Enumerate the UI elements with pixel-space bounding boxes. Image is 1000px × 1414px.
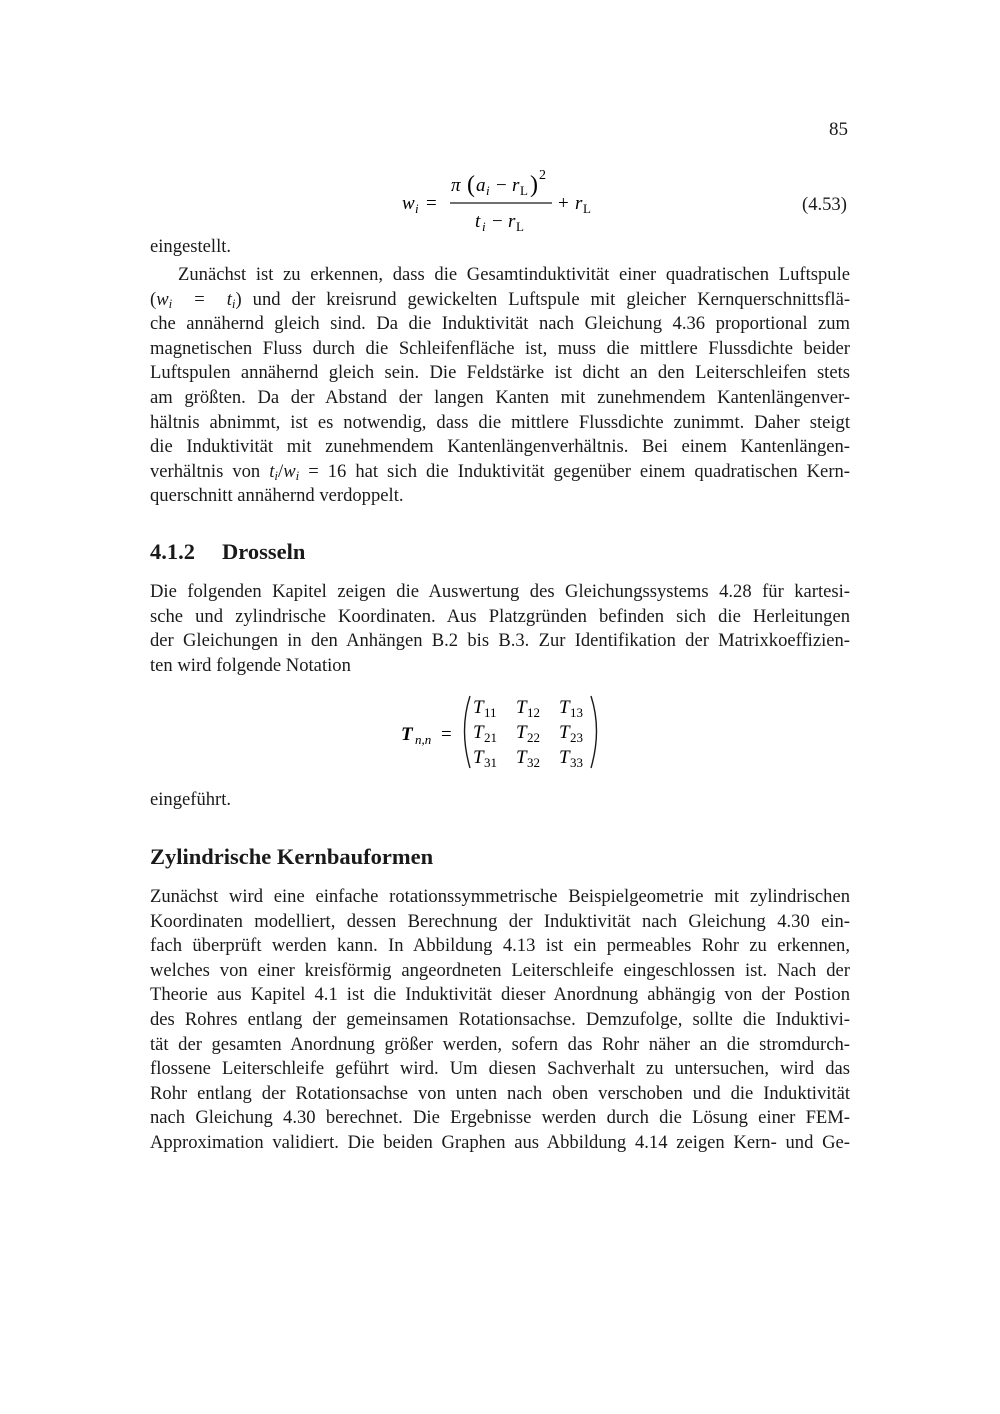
section-title: Drosseln bbox=[222, 539, 306, 564]
matrix-cell-index: 13 bbox=[570, 705, 583, 720]
text-line: die Induktivität mit zunehmendem Kantenlängenverhältnis. Bei einem Kantenlängen- bbox=[150, 436, 850, 458]
matrix-cells bbox=[473, 697, 583, 770]
page-number: 85 bbox=[829, 119, 848, 140]
matrix-equation bbox=[395, 690, 610, 775]
text-line: $(w_i = t_i)$ und der kreisrund gewickelten Luftspule mit gleicher Kernquerschnittsflä- bbox=[150, 288, 851, 311]
eq-lpar: ( bbox=[467, 172, 475, 198]
text-line: Approximation validiert. Die beiden Graphen aus Abbildung 4.14 zeigen Kern- und Ge- bbox=[150, 1131, 850, 1153]
matrix-cell-base: T bbox=[473, 722, 484, 743]
eq-den-t: t bbox=[475, 211, 481, 232]
eq-r-sub: L bbox=[520, 183, 528, 198]
eq-den-r: r bbox=[508, 211, 516, 232]
text-line: fach überprüft werden kann. In Abbildung 4.13 ist ein permeables Rohr zu erkennen, bbox=[150, 935, 850, 957]
equation-4-53 bbox=[390, 160, 610, 240]
eq-den-t-sub: i bbox=[482, 219, 486, 234]
text-line: querschnitt annähernd verdoppelt. bbox=[150, 485, 404, 507]
matrix-cell-index: 23 bbox=[570, 730, 583, 745]
section-number: 4.1.2 bbox=[150, 539, 195, 564]
text-line: Zunächst ist zu erkennen, dass die Gesamtinduktivität einer quadratischen Luftspule bbox=[178, 264, 850, 285]
eq-a-sub: i bbox=[486, 183, 490, 198]
section-heading bbox=[150, 539, 305, 565]
text-line: flossene Leiterschleife geführt wird. Um diesen Sachverhalt zu untersuchen, wird das bbox=[150, 1058, 850, 1080]
matrix-cell-index: 21 bbox=[484, 730, 497, 745]
eq-lhs-w: w bbox=[402, 193, 415, 214]
text-line: am größten. Da der Abstand der langen Kanten mit zunehmendem Kantenlängenver- bbox=[150, 386, 850, 408]
matrix-left-paren bbox=[465, 696, 471, 768]
eq-den-r-sub: L bbox=[516, 219, 524, 234]
paragraph-3 bbox=[150, 885, 850, 1156]
text-line: Zunächst wird eine einfache rotationssymmetrische Beispielgeometrie mit zylindrischen bbox=[150, 886, 850, 907]
eq-power: 2 bbox=[539, 168, 546, 183]
text-line: verhältnis von $t_i/w_i = 16$ hat sich die Induktivität gegenüber einem quadratischen Kern- bbox=[150, 460, 850, 483]
equation-number: (4.53) bbox=[802, 194, 847, 215]
matrix-cell-index: 11 bbox=[484, 705, 497, 720]
text-line: che annähernd gleich sind. Da die Induktivität nach Gleichung 4.36 proportional zum bbox=[150, 313, 850, 335]
matrix-cell-index: 12 bbox=[527, 705, 540, 720]
text-eingefuehrt: eingeführt. bbox=[150, 789, 232, 810]
eq-minus: − bbox=[496, 175, 507, 196]
matrix-lhs-sub: n,n bbox=[415, 732, 432, 747]
paragraph-2 bbox=[150, 580, 850, 678]
matrix-equals: = bbox=[441, 724, 452, 745]
eq-rpar: ) bbox=[530, 172, 538, 198]
eq-a: a bbox=[476, 175, 486, 196]
eq-lhs-sub: i bbox=[415, 201, 419, 216]
text-line: hältnis abnimmt, ist es notwendig, dass die mittlere Flussdichte zunimmt. Daher steigt bbox=[150, 411, 850, 433]
text-line: Koordinaten modelliert, dessen Berechnung der Induktivität nach Gleichung 4.30 ein- bbox=[150, 910, 850, 932]
matrix-cell-base: T bbox=[516, 697, 527, 718]
paragraph-1 bbox=[150, 263, 850, 509]
matrix-cell-index: 22 bbox=[527, 730, 540, 745]
text-line: sche und zylindrische Koordinaten. Aus Platzgründen befinden sich die Herleitungen bbox=[150, 605, 850, 627]
text-line: Rohr entlang der Rotationsachse von unten nach oben verschoben und die Induktivität bbox=[150, 1082, 850, 1104]
subsection-heading: Zylindrische Kernbauformen bbox=[150, 844, 434, 869]
text-line: der Gleichungen in den Anhängen B.2 bis B.3. Zur Identifikation der Matrixkoeffizien- bbox=[150, 630, 850, 652]
matrix-cell-base: T bbox=[559, 697, 570, 718]
matrix-cell-base: T bbox=[516, 722, 527, 743]
eq-equals: = bbox=[426, 193, 437, 214]
text-line: Die folgenden Kapitel zeigen die Auswertung des Gleichungssystems 4.28 für kartesi- bbox=[150, 581, 850, 602]
eq-plus-r: r bbox=[575, 193, 583, 214]
text-line: Theorie aus Kapitel 4.1 ist die Induktivität dieser Anordnung abhängig von der Postion bbox=[150, 984, 850, 1006]
matrix-cell-base: T bbox=[473, 747, 484, 768]
text-line: Luftspulen annähernd gleich sein. Die Feldstärke ist dicht an den Leiterschleifen stets bbox=[150, 362, 850, 384]
matrix-right-paren bbox=[591, 696, 597, 768]
text-line: tät der gesamten Anordnung größer werden, sofern das Rohr näher an die stromdurch- bbox=[150, 1033, 850, 1055]
text-line: nach Gleichung 4.30 berechnet. Die Ergebnisse werden durch die Lösung einer FEM- bbox=[150, 1107, 850, 1129]
matrix-cell-index: 31 bbox=[484, 755, 497, 770]
eq-pi: π bbox=[451, 175, 461, 196]
matrix-cell-base: T bbox=[516, 747, 527, 768]
eq-plus: + bbox=[558, 193, 569, 214]
eq-den-minus: − bbox=[492, 211, 503, 232]
text-line: des Rohres entlang der gemeinsamen Rotationsachse. Demzufolge, sollte die Induktivi- bbox=[150, 1008, 850, 1030]
matrix-cell-base: T bbox=[473, 697, 484, 718]
matrix-cell-base: T bbox=[559, 747, 570, 768]
matrix-cell-base: T bbox=[559, 722, 570, 743]
text-line: welches von einer kreisförmig angeordneten Leiterschleife eingeschlossen ist. Nach der bbox=[150, 959, 850, 981]
eq-r: r bbox=[512, 175, 520, 196]
eq-plus-r-sub: L bbox=[583, 201, 591, 216]
text-line: magnetischen Fluss durch die Schleifenfläche ist, muss die mittlere Flussdichte beider bbox=[150, 337, 850, 359]
text-eingestellt: eingestellt. bbox=[150, 236, 232, 257]
matrix-cell-index: 32 bbox=[527, 755, 540, 770]
matrix-cell-index: 33 bbox=[570, 755, 583, 770]
matrix-lhs: T bbox=[401, 724, 413, 745]
text-line: ten wird folgende Notation bbox=[150, 654, 351, 676]
